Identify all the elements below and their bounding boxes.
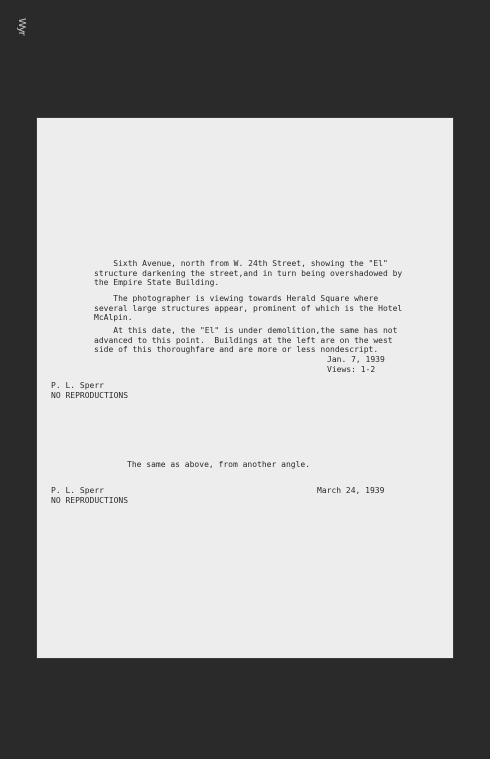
description-paragraph-2: The photographer is viewing towards Herald Square where several large structures appear, prominent of which is the Hotel McAlpin.	[94, 294, 403, 323]
typed-sheet	[37, 118, 453, 658]
photographer-credit-1: P. L. Sperr NO REPRODUCTIONS	[51, 381, 129, 400]
photographer-credit-2: P. L. Sperr NO REPRODUCTIONS	[51, 486, 129, 505]
date-views-1: Jan. 7, 1939 Views: 1-2	[327, 355, 385, 374]
description-paragraph-3: At this date, the "El" is under demolition,the same has not advanced to this point. Buildings at the left are on the west side of this thoroughfare and are more or less nondescript.	[94, 326, 398, 355]
caption-2: The same as above, from another angle.	[127, 460, 311, 469]
corner-handwritten-mark: Wyr	[16, 18, 27, 35]
date-2: March 24, 1939	[317, 486, 385, 495]
description-paragraph-1: Sixth Avenue, north from W. 24th Street, showing the "El" structure darkening the street,and in turn being overshadowed by the Empire State Building.	[94, 259, 403, 288]
